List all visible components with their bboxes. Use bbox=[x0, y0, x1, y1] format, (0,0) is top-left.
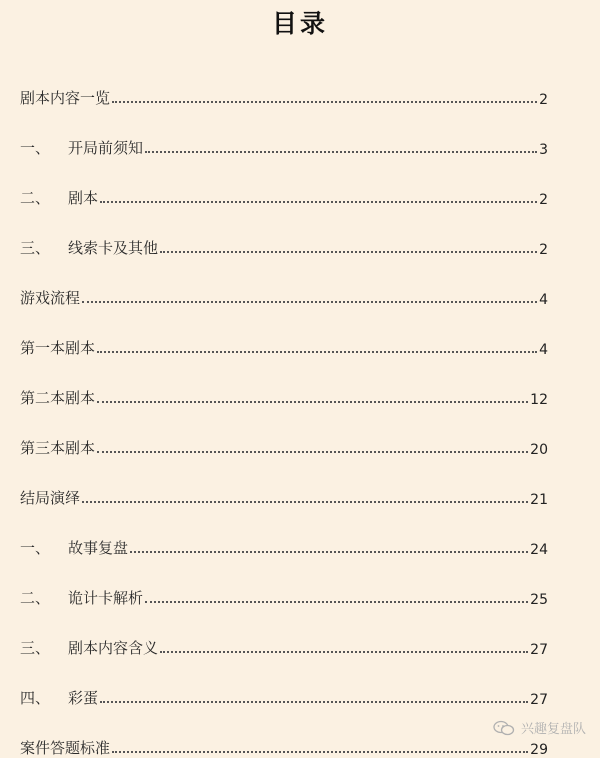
toc-entry-label: 第二本剧本 bbox=[20, 389, 96, 407]
dot-leader bbox=[160, 651, 528, 653]
watermark-text: 兴趣复盘队 bbox=[520, 722, 586, 737]
toc-entry-label: 剧本 bbox=[68, 189, 99, 207]
toc-entry[interactable] bbox=[20, 658, 548, 708]
toc-entry-label: 游戏流程 bbox=[20, 289, 81, 307]
dot-leader bbox=[112, 101, 537, 103]
toc-entry-label: 彩蛋 bbox=[68, 689, 99, 707]
toc-entry[interactable] bbox=[20, 308, 548, 358]
dot-leader bbox=[160, 251, 537, 253]
toc-entry-page: 4 bbox=[539, 292, 548, 308]
toc-entry[interactable] bbox=[20, 108, 548, 158]
dot-leader bbox=[97, 401, 528, 403]
toc-entry-number: 四、 bbox=[20, 689, 51, 707]
toc-entry-number: 二、 bbox=[20, 589, 51, 607]
toc-entry[interactable] bbox=[20, 508, 548, 558]
wechat-icon bbox=[493, 720, 515, 736]
toc-entry[interactable] bbox=[20, 558, 548, 608]
dot-leader bbox=[130, 551, 528, 553]
toc-entry-label: 剧本内容一览 bbox=[20, 89, 111, 107]
dot-leader bbox=[82, 301, 537, 303]
dot-leader bbox=[145, 601, 528, 603]
toc-entry-page: 25 bbox=[530, 592, 548, 608]
dot-leader bbox=[112, 751, 528, 753]
toc-list bbox=[20, 58, 548, 758]
dot-leader bbox=[100, 201, 537, 203]
toc-entry[interactable] bbox=[20, 208, 548, 258]
dot-leader bbox=[100, 701, 528, 703]
toc-entry-label: 开局前须知 bbox=[68, 139, 144, 157]
toc-entry-page: 2 bbox=[539, 192, 548, 208]
toc-entry-number: 一、 bbox=[20, 139, 51, 157]
toc-entry-label: 剧本内容含义 bbox=[68, 639, 159, 657]
toc-entry-page: 27 bbox=[530, 692, 548, 708]
toc-entry-number: 三、 bbox=[20, 239, 51, 257]
dot-leader bbox=[97, 451, 528, 453]
toc-entry-page: 24 bbox=[530, 542, 548, 558]
dot-leader bbox=[82, 501, 528, 503]
toc-entry-label: 故事复盘 bbox=[68, 539, 129, 557]
dot-leader bbox=[97, 351, 537, 353]
toc-entry-number: 二、 bbox=[20, 189, 51, 207]
toc-entry[interactable] bbox=[20, 608, 548, 658]
toc-entry-page: 3 bbox=[539, 142, 548, 158]
toc-entry[interactable] bbox=[20, 258, 548, 308]
toc-entry-label: 结局演绎 bbox=[20, 489, 81, 507]
toc-entry[interactable] bbox=[20, 408, 548, 458]
toc-entry-page: 4 bbox=[539, 342, 548, 358]
toc-title: 目录 bbox=[271, 9, 328, 38]
toc-entry[interactable] bbox=[20, 708, 548, 758]
dot-leader bbox=[145, 151, 537, 153]
toc-entry-label: 线索卡及其他 bbox=[68, 239, 159, 257]
toc-entry-label: 案件答题标准 bbox=[20, 739, 111, 757]
toc-entry-label: 第一本剧本 bbox=[20, 339, 96, 357]
toc-entry-page: 2 bbox=[539, 242, 548, 258]
toc-entry[interactable] bbox=[20, 458, 548, 508]
toc-entry-page: 2 bbox=[539, 92, 548, 108]
toc-entry-number: 三、 bbox=[20, 639, 51, 657]
toc-entry-label: 诡计卡解析 bbox=[68, 589, 144, 607]
toc-entry[interactable] bbox=[20, 158, 548, 208]
toc-entry-label: 第三本剧本 bbox=[20, 439, 96, 457]
toc-entry-page: 21 bbox=[530, 492, 548, 508]
toc-entry-page: 27 bbox=[530, 642, 548, 658]
toc-entry-page: 12 bbox=[530, 392, 548, 408]
toc-entry-number: 一、 bbox=[20, 539, 51, 557]
toc-entry[interactable] bbox=[20, 358, 548, 408]
toc-entry-page: 20 bbox=[530, 442, 548, 458]
toc-entry[interactable] bbox=[20, 58, 548, 108]
toc-entry-page: 29 bbox=[530, 742, 548, 758]
watermark bbox=[493, 718, 586, 737]
